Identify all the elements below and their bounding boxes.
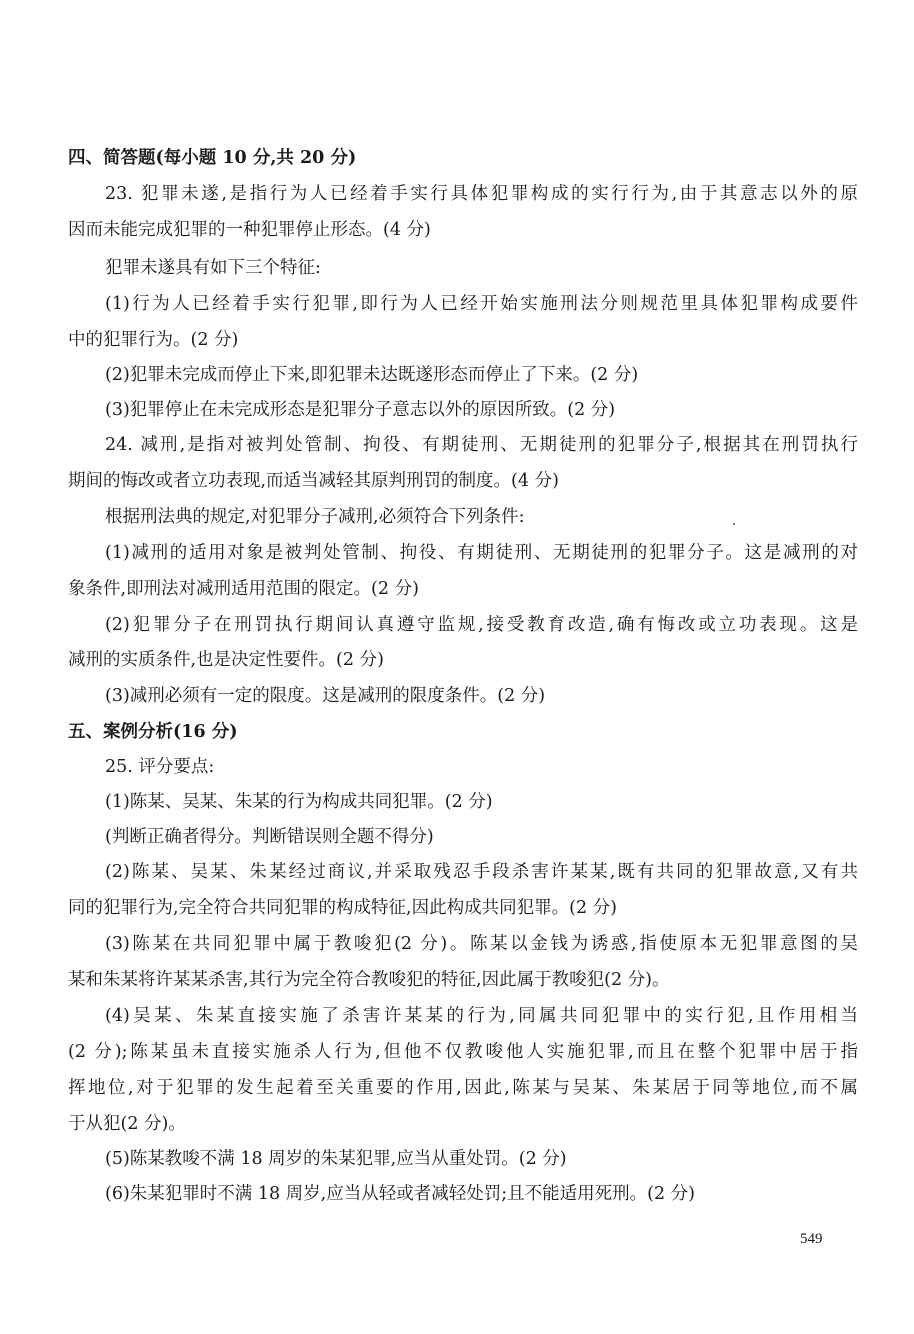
q24-point-2-line-2: 减刑的实质条件,也是决定性要件。(2 分) [68, 650, 384, 670]
q24-point-1-line-2: 象条件,即刑法对减刑适用范围的限定。(2 分) [68, 579, 419, 599]
q25-point-1: (1)陈某、吴某、朱某的行为构成共同犯罪。(2 分) [105, 792, 493, 812]
q24-point-2-line-1: (2)犯罪分子在刑罚执行期间认真遵守监规,接受教育改造,确有悔改或立功表现。这是 [105, 615, 858, 635]
q25-point-2-line-2: 同的犯罪行为,完全符合共同犯罪的构成特征,因此构成共同犯罪。(2 分) [68, 898, 617, 918]
q24-point-1-line-1: (1)减刑的适用对象是被判处管制、拘役、有期徒刑、无期徒刑的犯罪分子。这是减刑的对 [105, 543, 858, 563]
section-heading-case-analysis: 五、案例分析(16 分) [68, 722, 238, 742]
q25-point-6: (6)朱某犯罪时不满 18 周岁,应当从轻或者减轻处罚;且不能适用死刑。(2 分) [105, 1184, 695, 1204]
q24-text-line-2: 期间的悔改或者立功表现,而适当减轻其原判刑罚的制度。(4 分) [68, 471, 559, 491]
q25-point-5: (5)陈某教唆不满 18 周岁的朱某犯罪,应当从重处罚。(2 分) [105, 1149, 567, 1169]
q25-point-4-line-3: 挥地位,对于犯罪的发生起着至关重要的作用,因此,陈某与吴某、朱某居于同等地位,而不属 [68, 1078, 858, 1098]
q24-point-3: (3)减刑必须有一定的限度。这是减刑的限度条件。(2 分) [105, 686, 546, 706]
q25-point-4-line-2: (2 分);陈某虽未直接实施杀人行为,但他不仅教唆他人实施犯罪,而且在整个犯罪中居于指 [68, 1042, 858, 1062]
q25-point-1-note: (判断正确者得分。判断错误则全题不得分) [105, 827, 434, 847]
section-heading-short-answer: 四、简答题(每小题 10 分,共 20 分) [68, 148, 357, 168]
q25-point-4-line-1: (4)吴某、朱某直接实施了杀害许某某的行为,同属共同犯罪中的实行犯,且作用相当 [105, 1006, 858, 1026]
q23-point-2: (2)犯罪未完成而停止下来,即犯罪未达既遂形态而停止了下来。(2 分) [105, 365, 639, 385]
scan-speck [733, 523, 735, 525]
page-number: 549 [800, 1231, 823, 1247]
q25-point-2-line-1: (2)陈某、吴某、朱某经过商议,并采取残忍手段杀害许某某,既有共同的犯罪故意,又有共 [105, 862, 858, 882]
q23-intro: 犯罪未遂具有如下三个特征: [105, 258, 321, 278]
q24-text-line-1: 24. 减刑,是指对被判处管制、拘役、有期徒刑、无期徒刑的犯罪分子,根据其在刑罚执行 [105, 435, 858, 455]
q25-point-4-line-4: 于从犯(2 分)。 [68, 1114, 186, 1134]
q23-point-3: (3)犯罪停止在未完成形态是犯罪分子意志以外的原因所致。(2 分) [105, 400, 616, 420]
q23-text-line-2: 因而未能完成犯罪的一种犯罪停止形态。(4 分) [68, 220, 431, 240]
q23-point-1-line-2: 中的犯罪行为。(2 分) [68, 330, 239, 350]
q23-point-1-line-1: (1)行为人已经着手实行犯罪,即行为人已经开始实施刑法分则规范里具体犯罪构成要件 [105, 294, 858, 314]
q25-point-3-line-1: (3)陈某在共同犯罪中属于教唆犯(2 分)。陈某以金钱为诱惑,指使原本无犯罪意图的吴 [105, 934, 858, 954]
q25-intro: 25. 评分要点: [105, 757, 215, 777]
q23-text-line-1: 23. 犯罪未遂,是指行为人已经着手实行具体犯罪构成的实行行为,由于其意志以外的原 [105, 184, 858, 204]
q25-point-3-line-2: 某和朱某将许某某杀害,其行为完全符合教唆犯的特征,因此属于教唆犯(2 分)。 [68, 970, 670, 990]
q24-intro: 根据刑法典的规定,对犯罪分子减刑,必须符合下列条件: [105, 507, 525, 527]
